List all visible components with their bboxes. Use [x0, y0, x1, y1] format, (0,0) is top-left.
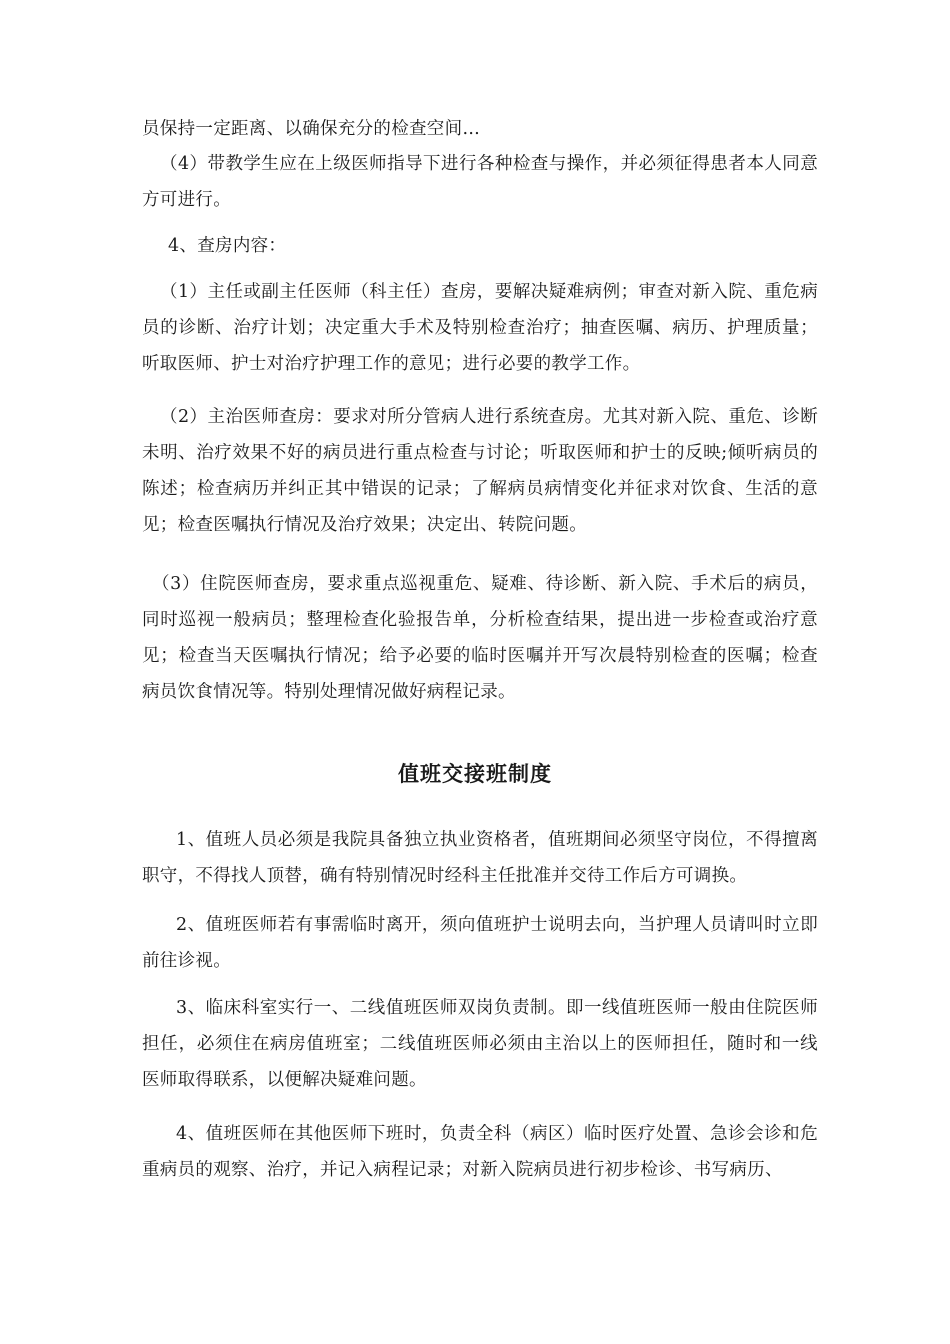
- rounds-content-subheading: 4、查房内容：: [168, 236, 287, 256]
- rounds-content-item-3: （3）住院医师查房，要求重点巡视重危、疑难、待诊断、新入院、手术后的病员，同时巡视一般病员；整理检查化验报告单，分析检查结果，提出进一步检查或治疗意见；检查当天医嘱执行情况；给予必要的临时医嘱并开写次晨特别检查的医嘱；检查病员饮食情况等。特别处理情况做好病程记录。: [142, 574, 818, 702]
- section-title: 值班交接班制度: [398, 761, 552, 786]
- rounds-content-item-1: （1）主任或副主任医师（科主任）查房，要解决疑难病例；审查对新入院、重危病员的诊断、治疗计划；决定重大手术及特别检查治疗；抽查医嘱、病历、护理质量；听取医师、护士对治疗护理工作的意见；进行必要的教学工作。: [142, 282, 818, 374]
- duty-rule-1: 1、值班人员必须是我院具备独立执业资格者，值班期间必须坚守岗位，不得擅离职守，不得找人顶替，确有特别情况时经科主任批准并交待工作后方可调换。: [142, 830, 818, 886]
- rounds-content-item-2: （2）主治医师查房：要求对所分管病人进行系统查房。尤其对新入院、重危、诊断未明、治疗效果不好的病员进行重点检查与讨论；听取医师和护士的反映;倾听病员的陈述；检查病历并纠正其中错误的记录；了解病员病情变化并征求对饮食、生活的意见；检查医嘱执行情况及治疗效果；决定出、转院问题。: [142, 407, 818, 535]
- duty-rule-4: 4、值班医师在其他医师下班时，负责全科（病区）临时医疗处置、急诊会诊和危重病员的观察、治疗，并记入病程记录；对新入院病员进行初步检诊、书写病历、: [142, 1124, 818, 1180]
- duty-rule-3: 3、临床科室实行一、二线值班医师双岗负责制。即一线值班医师一般由住院医师担任，必须住在病房值班室；二线值班医师必须由主治以上的医师担任，随时和一线医师取得联系，以便解决疑难问题。: [142, 998, 818, 1090]
- continuation-paragraph: 员保持一定距离、以确保充分的检查空间…: [142, 119, 481, 139]
- duty-rule-2: 2、值班医师若有事需临时离开，须向值班护士说明去向，当护理人员请叫时立即前往诊视。: [142, 915, 818, 971]
- item-4-paragraph: （4）带教学生应在上级医师指导下进行各种检查与操作，并必须征得患者本人同意方可进行。: [142, 154, 818, 210]
